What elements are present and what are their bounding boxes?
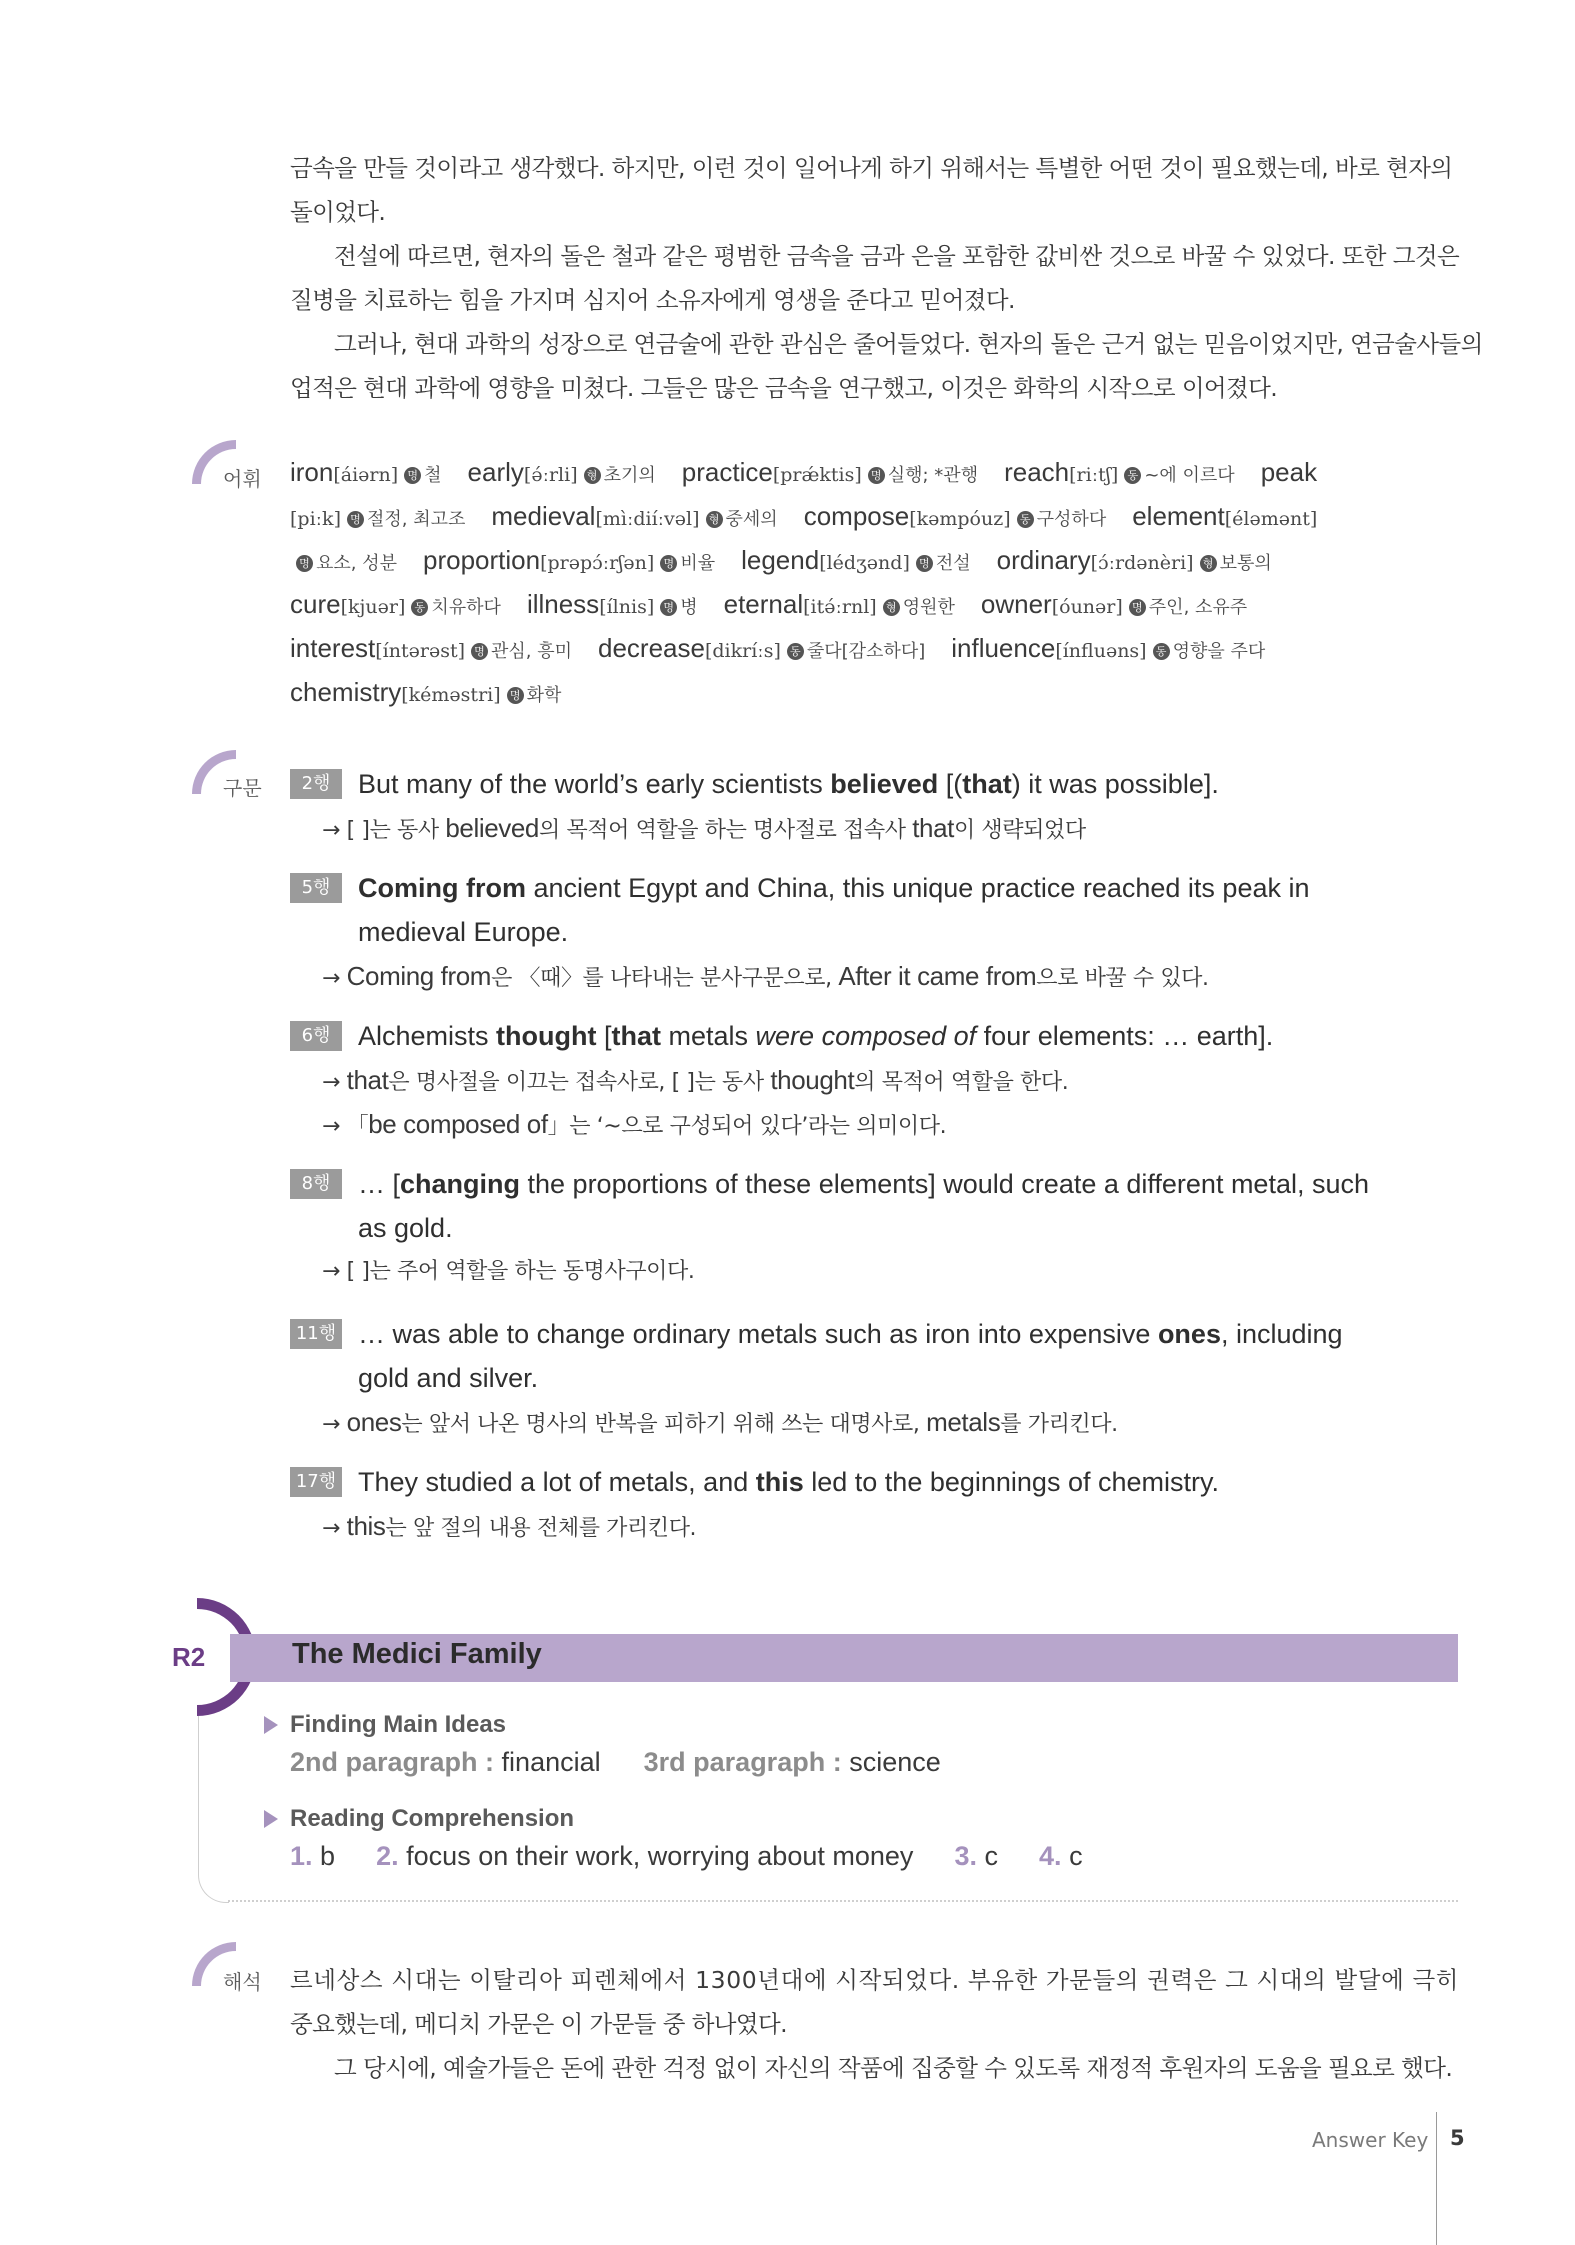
vocab-pronunciation: [lédʒənd] xyxy=(819,552,910,574)
vocab-line xyxy=(290,494,1455,542)
vocab-word: illness xyxy=(526,589,600,619)
part-of-speech-badge: 동 xyxy=(787,643,804,660)
grammar-note: → this는 앞 절의 내용 전체를 가리킨다. xyxy=(322,1511,697,1541)
paragraph-line: 질병을 치료하는 힘을 가지며 심지어 소유자에게 영생을 준다고 믿어졌다. xyxy=(290,286,1015,314)
translation-label: 해석 xyxy=(223,1970,262,1994)
vocab-meaning: 영원한 xyxy=(902,597,955,618)
vocab-line xyxy=(290,626,1455,674)
grammar-sentence: Coming from ancient Egypt and China, this unique practice reached its peak in xyxy=(358,873,1310,903)
part-of-speech-badge: 형 xyxy=(1200,555,1217,572)
vocab-pronunciation: [óunər] xyxy=(1051,596,1123,618)
vocab-pronunciation: [piːk] xyxy=(290,508,341,530)
vocab-pronunciation: [riːtʃ] xyxy=(1069,464,1119,486)
vocab-meaning: 화학 xyxy=(526,685,562,706)
vocab-pronunciation: [áiərn] xyxy=(333,464,399,486)
answer-box-corner xyxy=(198,1716,229,1903)
part-of-speech-badge: 동 xyxy=(1017,511,1034,528)
vocab-meaning: 전설 xyxy=(935,553,971,574)
paragraph-line: 그러나, 현대 과학의 성장으로 연금술에 관한 관심은 줄어들었다. 현자의 돌은 근거 없는 믿음이었지만, 연금술사들의 xyxy=(334,330,1483,358)
paragraph-line: 전설에 따르면, 현자의 돌은 철과 같은 평범한 금속을 금과 은을 포함한 값비싼 것으로 바꿀 수 있었다. 또한 그것은 xyxy=(334,242,1460,270)
r2-title: The Medici Family xyxy=(292,1638,542,1670)
footer-label: Answer Key xyxy=(1312,2128,1429,2152)
vocab-word: cure xyxy=(290,589,341,619)
paragraph-line: 돌이었다. xyxy=(290,198,386,226)
vocab-word: reach xyxy=(1004,457,1070,487)
grammar-note: → that은 명사절을 이끄는 접속사로, [ ]는 동사 thought의 목적어 역할을 한다. xyxy=(322,1065,1069,1095)
grammar-sentence: They studied a lot of metals, and this led to the beginnings of chemistry. xyxy=(358,1467,1219,1497)
grammar-sentence: Alchemists thought [that metals were composed of four elements: … earth]. xyxy=(358,1021,1274,1051)
part-of-speech-badge: 동 xyxy=(1153,643,1170,660)
translation-line: 중요했는데, 메디치 가문은 이 가문들 중 하나였다. xyxy=(290,2010,787,2038)
vocab-meaning: 주인, 소유주 xyxy=(1148,597,1248,618)
vocab-word: practice xyxy=(681,457,773,487)
vocab-meaning: 줄다[감소하다] xyxy=(806,641,926,662)
vocab-pronunciation: [kjuər] xyxy=(340,596,406,618)
part-of-speech-badge: 명 xyxy=(404,467,421,484)
part-of-speech-badge: 명 xyxy=(296,555,313,572)
answer-box-bottom-divider xyxy=(228,1900,1458,1902)
vocab-word: ordinary xyxy=(996,545,1091,575)
vocab-meaning: 초기의 xyxy=(603,465,656,486)
line-number-badge: 2행 xyxy=(290,769,342,799)
vocab-meaning: 철 xyxy=(424,465,442,486)
vocab-pronunciation: [kəmpóuz] xyxy=(909,508,1011,530)
part-of-speech-badge: 동 xyxy=(1124,467,1141,484)
paragraph-line: 금속을 만들 것이라고 생각했다. 하지만, 이런 것이 일어나게 하기 위해서는 특별한 어떤 것이 필요했는데, 바로 현자의 xyxy=(290,154,1453,182)
answer-value: c xyxy=(1069,1841,1083,1871)
part-of-speech-badge: 명 xyxy=(507,687,524,704)
grammar-note: → [ ]는 주어 역할을 하는 동명사구이다. xyxy=(322,1259,695,1284)
vocab-meaning: 비율 xyxy=(680,553,716,574)
vocab-pronunciation: [prəpɔ́ːrʃən] xyxy=(540,552,655,574)
vocab-word: interest xyxy=(290,633,376,663)
vocab-meaning: 보통의 xyxy=(1219,553,1272,574)
p2-key: 2nd paragraph xyxy=(290,1747,478,1777)
grammar-sentence: as gold. xyxy=(358,1213,453,1243)
vocab-word: owner xyxy=(980,589,1052,619)
grammar-note: → Coming from은 〈때〉를 나타내는 분사구문으로, After it came from으로 바꿀 수 있다. xyxy=(322,961,1209,991)
p2-value: financial xyxy=(501,1747,601,1777)
main-ideas-answers: 2nd paragraph : financial 3rd paragraph : science xyxy=(290,1747,941,1777)
page-number: 5 xyxy=(1450,2126,1465,2150)
vocab-word: iron xyxy=(290,457,334,487)
comprehension-answers xyxy=(290,1841,1083,1872)
answer-number: 2. xyxy=(376,1841,399,1871)
line-number-badge: 11행 xyxy=(290,1319,342,1349)
vocab-meaning: 절정, 최고조 xyxy=(366,509,466,530)
vocab-word: chemistry xyxy=(290,677,402,707)
vocab-word: legend xyxy=(741,545,820,575)
answer-value: focus on their work, worrying about money xyxy=(406,1841,914,1871)
triangle-bullet-icon xyxy=(264,1716,278,1734)
vocab-meaning: 중세의 xyxy=(725,509,778,530)
vocab-pronunciation: [ílnis] xyxy=(599,596,655,618)
p3-key: 3rd paragraph xyxy=(643,1747,826,1777)
vocab-meaning: 치유하다 xyxy=(431,597,501,618)
vocab-word: eternal xyxy=(723,589,804,619)
comprehension-heading: Reading Comprehension xyxy=(290,1805,575,1832)
vocab-meaning: 실행; *관행 xyxy=(887,465,979,486)
vocab-word: element xyxy=(1132,501,1225,531)
vocab-line xyxy=(290,450,1455,498)
p3-value: science xyxy=(849,1747,941,1777)
vocab-pronunciation: [ɔ́ːrdənèri] xyxy=(1090,552,1194,574)
vocab-meaning: 관심, 흥미 xyxy=(491,641,572,662)
part-of-speech-badge: 동 xyxy=(411,599,428,616)
vocab-word: proportion xyxy=(423,545,541,575)
vocab-pronunciation: [mìːdiíːvəl] xyxy=(595,508,700,530)
vocab-word: peak xyxy=(1260,457,1318,487)
translation-line: 그 당시에, 예술가들은 돈에 관한 걱정 없이 자신의 작품에 집중할 수 있도록 재정적 후원자의 도움을 필요로 했다. xyxy=(334,2054,1453,2082)
grammar-note: → 「be composed of」는 ‘~으로 구성되어 있다’라는 의미이다. xyxy=(322,1109,947,1139)
answer-number: 3. xyxy=(954,1841,977,1871)
vocab-pronunciation: [éləmənt] xyxy=(1224,508,1318,530)
triangle-bullet-icon xyxy=(264,1810,278,1828)
main-ideas-heading: Finding Main Ideas xyxy=(290,1711,507,1738)
vocab-pronunciation: [ə́ːrli] xyxy=(523,464,578,486)
part-of-speech-badge: 명 xyxy=(471,643,488,660)
vocab-meaning: 구성하다 xyxy=(1036,509,1107,530)
answer-number: 1. xyxy=(290,1841,313,1871)
answer-value: c xyxy=(984,1841,998,1871)
vocab-pronunciation: [íntərəst] xyxy=(375,640,465,662)
footer-divider xyxy=(1436,2112,1437,2245)
line-number-badge: 5행 xyxy=(290,873,342,903)
vocab-pronunciation: [ínfluəns] xyxy=(1055,640,1147,662)
part-of-speech-badge: 명 xyxy=(660,555,677,572)
vocab-pronunciation: [dikríːs] xyxy=(704,640,781,662)
translation-line: 르네상스 시대는 이탈리아 피렌체에서 1300년대에 시작되었다. 부유한 가문들의 권력은 그 시대의 발달에 극히 xyxy=(290,1966,1460,1994)
vocab-pronunciation: [kéməstri] xyxy=(401,684,501,706)
vocab-pronunciation: [itə́ːrnl] xyxy=(803,596,877,618)
vocab-word: early xyxy=(467,457,524,487)
vocab-label: 어휘 xyxy=(223,467,262,491)
grammar-sentence: medieval Europe. xyxy=(358,917,569,947)
vocab-word: medieval xyxy=(491,501,596,531)
part-of-speech-badge: 명 xyxy=(347,511,364,528)
vocab-word: decrease xyxy=(598,633,705,663)
part-of-speech-badge: 형 xyxy=(584,467,601,484)
vocab-meaning: 영향을 주다 xyxy=(1172,641,1266,662)
part-of-speech-badge: 명 xyxy=(1129,599,1146,616)
vocab-word: compose xyxy=(803,501,910,531)
r2-label: R2 xyxy=(172,1642,206,1672)
line-number-badge: 8행 xyxy=(290,1169,342,1199)
grammar-note: → ones는 앞서 나온 명사의 반복을 피하기 위해 쓰는 대명사로, metals를 가리킨다. xyxy=(322,1407,1118,1437)
vocab-pronunciation: [prǽktis] xyxy=(772,464,862,486)
part-of-speech-badge: 명 xyxy=(916,555,933,572)
line-number-badge: 6행 xyxy=(290,1021,342,1051)
part-of-speech-badge: 명 xyxy=(660,599,677,616)
grammar-sentence: But many of the world’s early scientists believed [(that) it was possible]. xyxy=(358,769,1219,799)
part-of-speech-badge: 명 xyxy=(868,467,885,484)
answer-value: b xyxy=(320,1841,336,1871)
grammar-label: 구문 xyxy=(223,776,262,800)
vocab-meaning: 요소, 성분 xyxy=(316,553,397,574)
part-of-speech-badge: 형 xyxy=(883,599,900,616)
grammar-sentence: gold and silver. xyxy=(358,1363,539,1393)
paragraph-line: 업적은 현대 과학에 영향을 미쳤다. 그들은 많은 금속을 연구했고, 이것은 화학의 시작으로 이어졌다. xyxy=(290,374,1278,402)
part-of-speech-badge: 형 xyxy=(706,511,723,528)
vocab-line xyxy=(290,670,1455,718)
line-number-badge: 17행 xyxy=(290,1467,342,1497)
grammar-note: → [ ]는 동사 believed의 목적어 역할을 하는 명사절로 접속사 that이 생략되었다 xyxy=(322,813,1086,843)
vocab-meaning: 병 xyxy=(680,597,698,618)
vocab-meaning: ~에 이르다 xyxy=(1144,465,1235,486)
vocab-line xyxy=(290,538,1455,586)
vocab-line xyxy=(290,582,1455,630)
vocab-word: influence xyxy=(951,633,1056,663)
answer-number: 4. xyxy=(1039,1841,1062,1871)
grammar-sentence: … was able to change ordinary metals such as iron into expensive ones, including xyxy=(358,1319,1343,1349)
grammar-sentence: … [changing the proportions of these elements] would create a different metal, such xyxy=(358,1169,1369,1199)
